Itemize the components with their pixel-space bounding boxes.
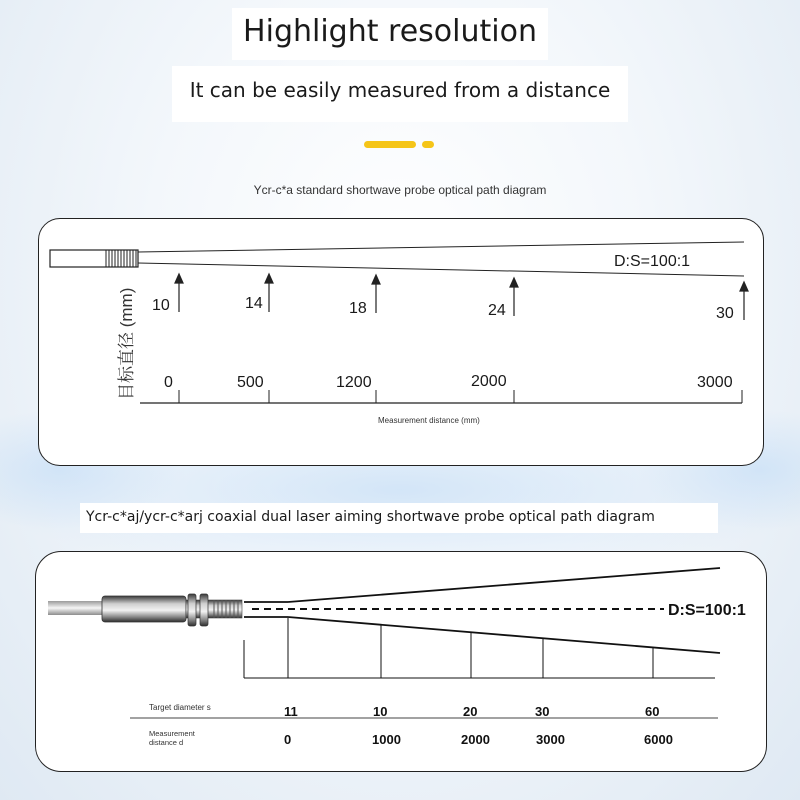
diagram1-ratio-label: D:S=100:1 [614, 253, 691, 270]
diagram1-diameter-4: 30 [716, 305, 734, 322]
diagram1-distance-1: 500 [237, 374, 264, 391]
diagram1-x-axis-label: Measurement distance (mm) [378, 416, 480, 425]
page-title: Highlight resolution [243, 14, 537, 49]
diagram2-ratio-label: D:S=100:1 [668, 602, 746, 619]
diagram1-diameter-1: 14 [245, 295, 263, 312]
diagram1-diameter-3: 24 [488, 302, 506, 319]
diagram2-row2-label-line2: distance d [149, 738, 184, 747]
diagram2-distance-0: 0 [284, 732, 292, 747]
diagram2-diameter-1: 10 [373, 704, 388, 719]
beam2-lower-edge-wide [288, 617, 720, 653]
probe2-icon [48, 594, 242, 626]
diagram1-distance-0: 0 [164, 374, 173, 391]
diagram2-distance-3: 3000 [536, 732, 565, 747]
diagram2-distance-1: 1000 [372, 732, 401, 747]
diagram1-distance-4: 3000 [697, 374, 733, 391]
diagram2-diameter-3: 30 [535, 704, 550, 719]
diagram2-distance-2: 2000 [461, 732, 490, 747]
diagram2-diameter-0: 11 [284, 704, 298, 719]
page-subtitle: It can be easily measured from a distance [189, 78, 611, 102]
diagram1-y-axis-label: 目标直径 (mm) [117, 287, 136, 400]
diagram1-distance-2: 1200 [336, 374, 372, 391]
diagram2-diameter-2: 20 [463, 704, 478, 719]
diagram1-diameter-2: 18 [349, 300, 367, 317]
diagram2-distance-markers [244, 618, 715, 678]
diagram2-diameter-4: 60 [645, 704, 660, 719]
diagram2-caption: Ycr-c*aj/ycr-c*arj coaxial dual laser aiming shortwave probe optical path diagram [86, 509, 655, 525]
diagram2-row1-label: Target diameter s [149, 703, 211, 712]
diagram2-distance-4: 6000 [644, 732, 673, 747]
diagram1-diameter-0: 10 [152, 297, 170, 314]
diagram2-row2-label-line1: Measurement [149, 729, 195, 738]
diagram1-distance-3: 2000 [471, 373, 507, 390]
beam2-upper-edge-wide [288, 568, 720, 602]
diagram1-caption: Ycr-c*a standard shortwave probe optical path diagram [253, 183, 547, 197]
